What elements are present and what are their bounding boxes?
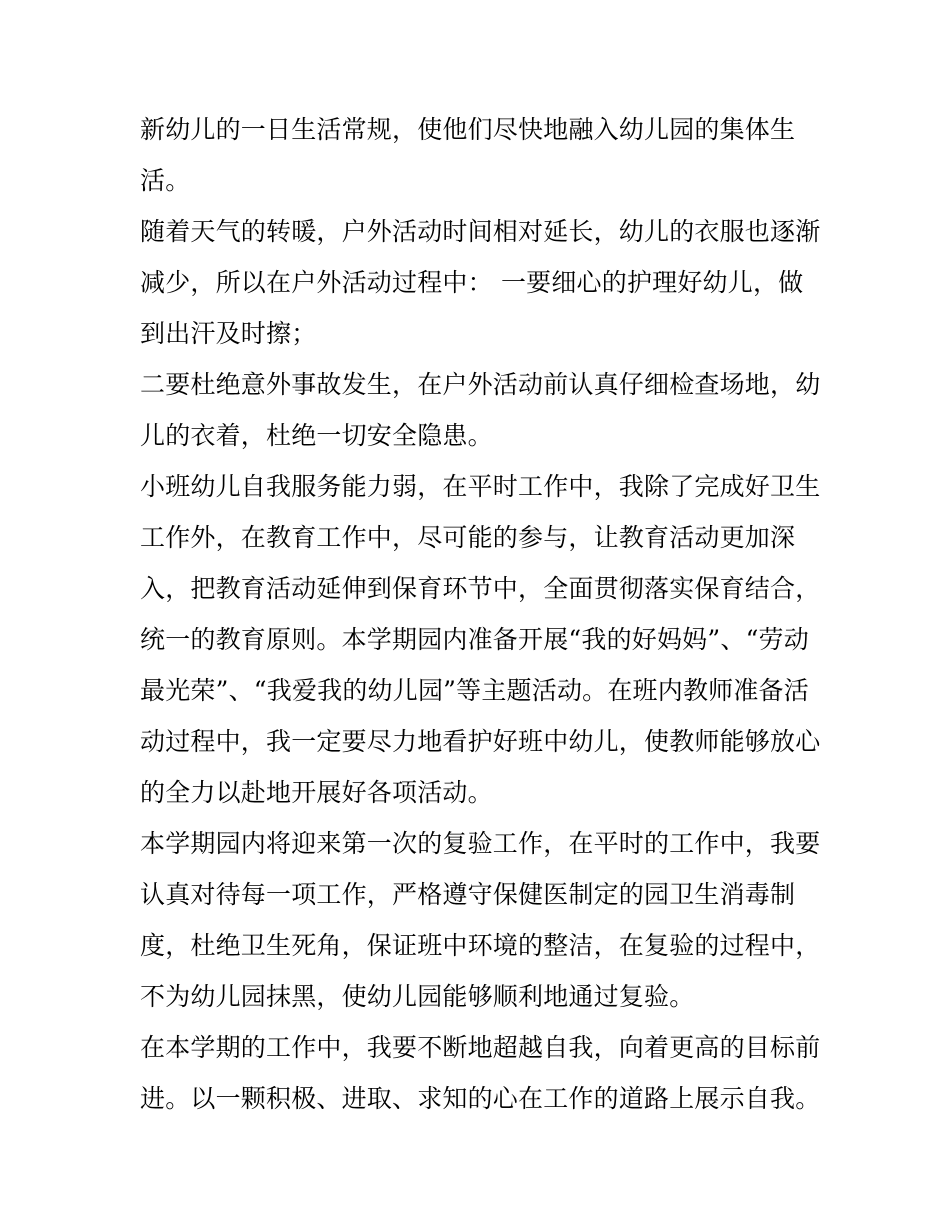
text-line: 动过程中，我一定要尽力地看护好班中幼儿，使教师能够放心 (140, 727, 821, 756)
text-line: 最光荣”、“我爱我的幼儿园”等主题活动。在班内教师准备活 (140, 676, 809, 705)
text-line: 小班幼儿自我服务能力弱，在平时工作中，我除了完成好卫生 (140, 472, 821, 501)
text-line: 的全力以赴地开展好各项活动。 (140, 778, 493, 807)
text-line: 不为幼儿园抹黑，使幼儿园能够顺利地通过复验。 (140, 982, 695, 1011)
text-line: 进。以一颗积极、进取、求知的心在工作的道路上展示自我。 (140, 1084, 821, 1113)
body-text (140, 104, 820, 1124)
text-line: 工作外，在教育工作中，尽可能的参与，让教育活动更加深 (140, 523, 796, 552)
text-line: 减少，所以在户外活动过程中： 一要细心的护理好幼儿，做 (140, 268, 804, 297)
text-line: 入，把教育活动延伸到保育环节中，全面贯彻落实保育结合， (140, 574, 821, 603)
text-line: 随着天气的转暖，户外活动时间相对延长，幼儿的衣服也逐渐 (140, 217, 821, 246)
text-line: 度，杜绝卫生死角，保证班中环境的整洁，在复验的过程中， (140, 931, 821, 960)
text-line: 统一的教育原则。本学期园内准备开展“我的好妈妈”、“劳动 (140, 625, 809, 654)
text-line: 二要杜绝意外事故发生，在户外活动前认真仔细检查场地，幼 (140, 370, 821, 399)
text-line: 在本学期的工作中，我要不断地超越自我，向着更高的目标前 (140, 1033, 821, 1062)
text-line: 到出汗及时擦； (140, 319, 317, 348)
text-line: 活。 (140, 166, 191, 195)
text-line: 新幼儿的一日生活常规，使他们尽快地融入幼儿园的集体生 (140, 115, 796, 144)
text-line: 儿的衣着，杜绝一切安全隐患。 (140, 421, 493, 450)
text-line: 本学期园内将迎来第一次的复验工作，在平时的工作中，我要 (140, 829, 821, 858)
text-line: 认真对待每一项工作，严格遵守保健医制定的园卫生消毒制 (140, 880, 796, 909)
